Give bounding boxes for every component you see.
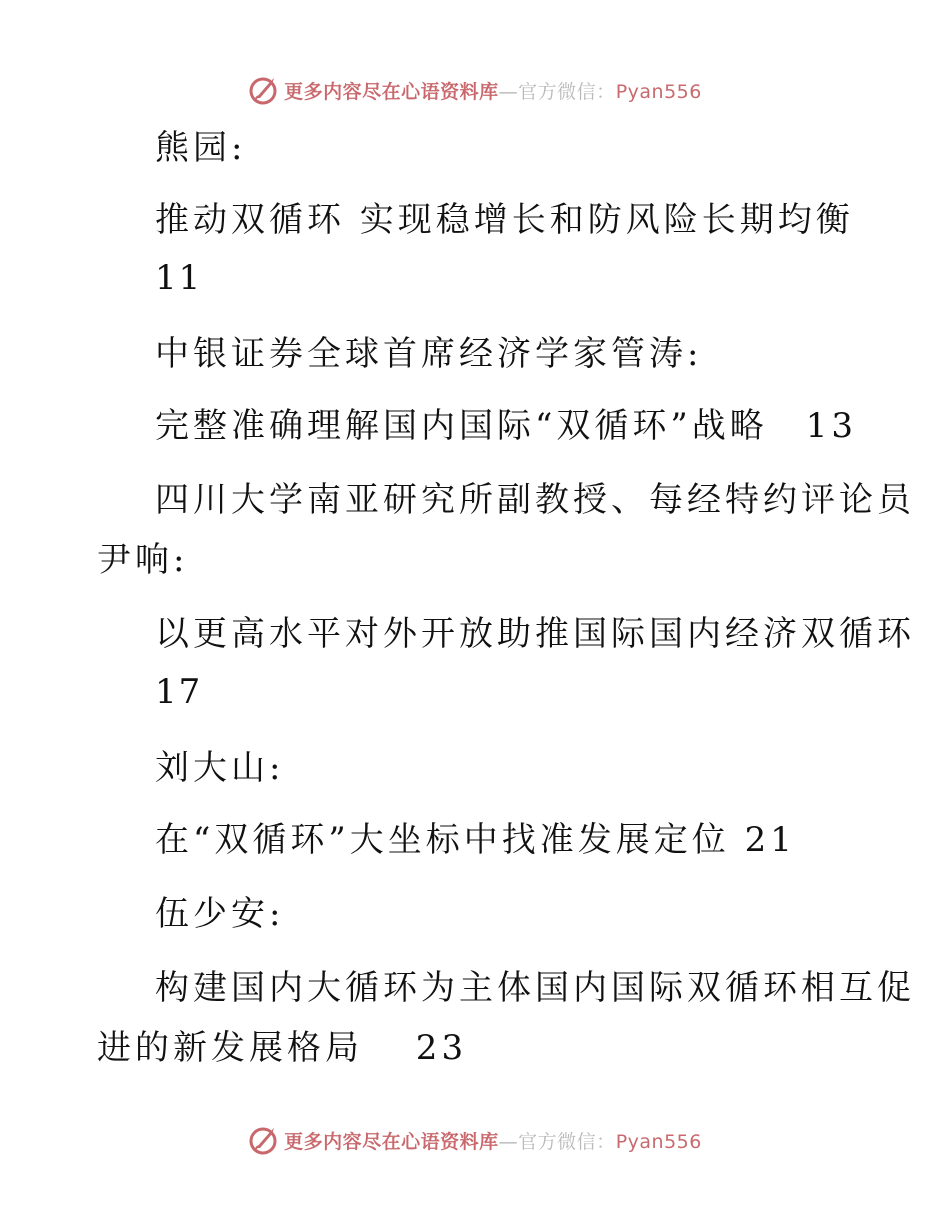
toc-page-number: 11 (155, 258, 203, 298)
watermark-wechat-label: 官方微信： (518, 80, 616, 103)
toc-title-continued: 进的新发展格局 23 (97, 1028, 468, 1068)
toc-title: 推动双循环 实现稳增长和防风险长期均衡 (155, 200, 854, 240)
toc-title: 在“双循环”大坐标中找准发展定位 21 (155, 820, 796, 860)
toc-author: 刘大山: (155, 748, 285, 788)
toc-author: 中银证券全球首席经济学家管涛: (155, 334, 703, 374)
toc-author: 伍少安: (155, 894, 285, 934)
watermark-main-text: 更多内容尽在心语资料库 (284, 80, 499, 103)
header-watermark (0, 70, 950, 110)
watermark-wechat-label: 官方微信： (518, 1130, 616, 1153)
watermark-dash: — (498, 1130, 519, 1153)
toc-title: 以更高水平对外开放助推国际国内经济双循环 (155, 614, 915, 654)
toc-author: 熊园: (155, 128, 247, 168)
toc-title: 完整准确理解国内国际“双循环”战略 13 (155, 406, 858, 446)
quill-logo-icon (248, 1124, 280, 1156)
toc-author: 四川大学南亚研究所副教授、每经特约评论员 (155, 480, 915, 520)
quill-logo-icon (248, 74, 280, 106)
watermark-wechat-id: Pyan556 (615, 80, 702, 103)
toc-author-continued: 尹响: (97, 540, 189, 580)
watermark-main-text: 更多内容尽在心语资料库 (284, 1130, 499, 1153)
toc-page-number: 17 (155, 672, 203, 712)
toc-title: 构建国内大循环为主体国内国际双循环相互促 (155, 968, 915, 1008)
watermark-wechat-id: Pyan556 (615, 1130, 702, 1153)
watermark-dash: — (498, 80, 519, 103)
footer-watermark (0, 1120, 950, 1160)
